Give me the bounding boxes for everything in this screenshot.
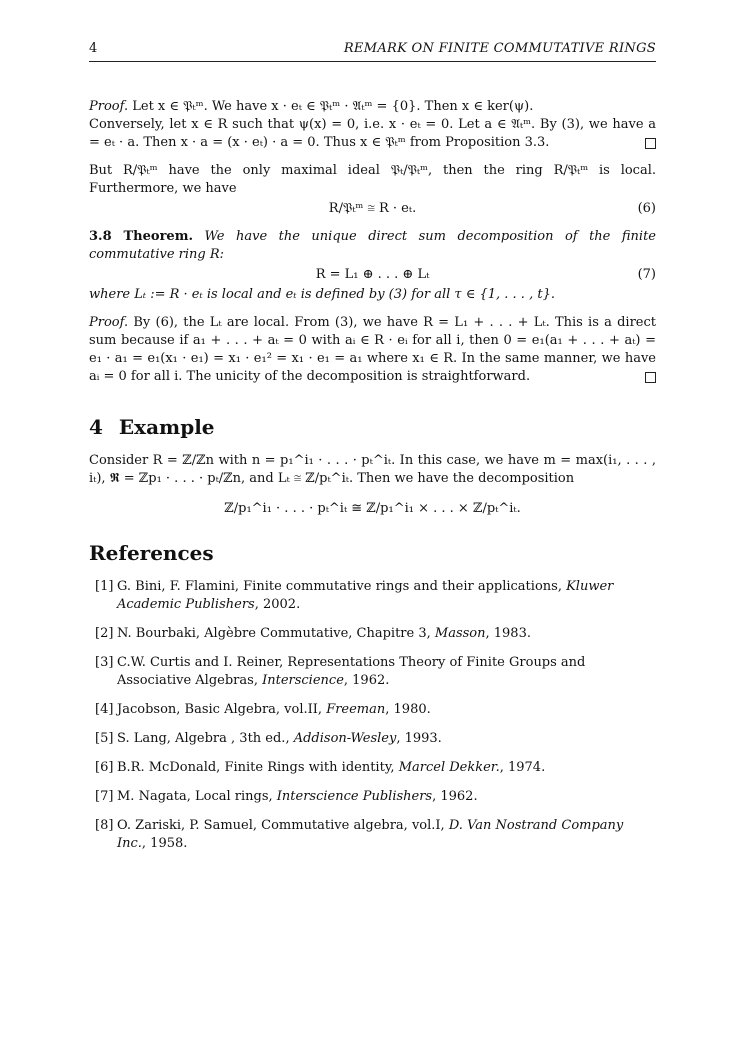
proof-block-2	[89, 314, 656, 386]
proof-label: Proof.	[89, 315, 129, 330]
reference-publisher: Addison-Wesley	[293, 731, 397, 746]
theorem-label: 3.8 Theorem.	[89, 229, 193, 244]
reference-list	[95, 578, 656, 853]
reference-item	[95, 701, 656, 719]
example-paragraph: Consider R = ℤ/ℤn with n = p₁^i₁ · . . . · pₜ^iₜ. In this case, we have m = max(i₁, . . . , iₜ), 𝕽 = ℤp₁ · . . . · pₜ/ℤn, and Lₜ ≅ ℤ/pₜ^iₜ. Then we have the decomposition	[89, 453, 656, 486]
reference-item	[95, 788, 656, 806]
reference-publisher: Marcel Dekker.	[398, 760, 500, 775]
local-paragraph: But R/𝔓ₜᵐ have the only maximal ideal 𝔓ₜ/𝔓ₜᵐ, then the ring R/𝔓ₜᵐ is local. Furthermore, we have	[89, 163, 656, 196]
theorem-text: We have the unique direct sum decomposition of the finite commutative ring R:	[89, 229, 656, 262]
equation-7-number: (7)	[637, 267, 656, 282]
reference-publisher: Interscience	[262, 673, 344, 688]
page	[89, 40, 656, 864]
reference-text: O. Zariski, P. Samuel, Commutative algebra, vol.I, D. Van Nostrand Company Inc., 1958.	[117, 818, 624, 851]
reference-item	[95, 759, 656, 777]
reference-item	[95, 730, 656, 748]
equation-6	[89, 200, 656, 218]
reference-publisher: D. Van Nostrand Company Inc.	[117, 818, 624, 851]
reference-item	[95, 817, 656, 853]
reference-text: S. Lang, Algebra , 3th ed., Addison-Wesley, 1993.	[117, 731, 442, 746]
proof-1-line-2	[89, 116, 656, 152]
reference-publisher: Freeman	[326, 702, 386, 717]
section-title: Example	[118, 415, 215, 439]
references-heading: References	[89, 541, 214, 565]
running-title: REMARK ON FINITE COMMUTATIVE RINGS	[343, 41, 656, 56]
theorem-statement	[89, 228, 656, 264]
reference-item	[95, 578, 656, 614]
equation-7	[89, 266, 656, 284]
proof-1-text-2: Conversely, let x ∈ R such that ψ(x) = 0, i.e. x · eₜ = 0. Let a ∈ 𝔄ₜᵐ. By (3), we have a = eₜ · a. Then x · a = (x · eₜ) · a = 0. Thus x ∈ 𝔓ₜᵐ from Proposition 3.3.	[89, 117, 656, 150]
equation-7-formula: R = L₁ ⊕ . . . ⊕ Lₜ	[315, 267, 430, 282]
example-formula	[89, 500, 656, 518]
reference-text: G. Bini, F. Flamini, Finite commutative rings and their applications, Kluwer Academic Publishers, 2002.	[117, 579, 614, 612]
reference-item	[95, 654, 656, 690]
page-number: 4	[89, 41, 98, 56]
reference-publisher: Kluwer Academic Publishers	[117, 579, 614, 612]
reference-key: [1]	[95, 579, 114, 594]
reference-item	[95, 625, 656, 643]
proof-label: Proof.	[89, 99, 129, 114]
reference-key: [6]	[95, 760, 114, 775]
theorem-block	[89, 228, 656, 304]
reference-key: [3]	[95, 655, 114, 670]
example-formula-text: ℤ/p₁^i₁ · . . . · pₜ^iₜ ≅ ℤ/p₁^i₁ × . . . × ℤ/pₜ^iₜ.	[224, 501, 521, 516]
theorem-tail: where Lₜ := R · eₜ is local and eₜ is defined by (3) for all τ ∈ {1, . . . , t}.	[89, 287, 555, 302]
proof-2-paragraph	[89, 314, 656, 386]
reference-key: [5]	[95, 731, 114, 746]
proof-1-line-1	[89, 98, 656, 116]
reference-key: [4]	[95, 702, 114, 717]
equation-6-number: (6)	[637, 201, 656, 216]
reference-text: M. Nagata, Local rings, Interscience Publishers, 1962.	[117, 789, 478, 804]
running-header	[89, 40, 656, 62]
qed-symbol	[645, 138, 656, 149]
qed-symbol	[645, 372, 656, 383]
proof-1-text-1: Let x ∈ 𝔓ₜᵐ. We have x · eₜ ∈ 𝔓ₜᵐ · 𝔄ₜᵐ = {0}. Then x ∈ ker(ψ).	[132, 99, 534, 114]
proof-2-text: By (6), the Lₜ are local. From (3), we have R = L₁ + . . . + Lₜ. This is a direct sum because if a₁ + . . . + aₜ = 0 with aᵢ ∈ R · eᵢ for all i, then 0 = e₁(a₁ + . . . + aₜ) = e₁ · a₁ = e₁(x₁ · e₁) = x₁ · e₁² = x₁ · e₁ = a₁ where x₁ ∈ R. In the same manner, we have aᵢ = 0 for all i. The unicity of the decomposition is straightforward.	[89, 315, 657, 384]
section-number: 4	[89, 415, 103, 439]
reference-publisher: Interscience Publishers	[276, 789, 433, 804]
proof-block-1	[89, 98, 656, 152]
reference-key: [8]	[95, 818, 114, 833]
reference-publisher: Masson	[434, 626, 486, 641]
equation-6-formula: R/𝔓ₜᵐ ≅ R · eₜ.	[328, 201, 417, 216]
reference-key: [2]	[95, 626, 114, 641]
reference-text: C.W. Curtis and I. Reiner, Representations Theory of Finite Groups and Associative Algebras, Interscience, 1962.	[117, 655, 586, 688]
reference-text: N. Bourbaki, Algèbre Commutative, Chapitre 3, Masson, 1983.	[117, 626, 531, 641]
reference-text: B.R. McDonald, Finite Rings with identity, Marcel Dekker., 1974.	[117, 760, 546, 775]
reference-key: [7]	[95, 789, 114, 804]
reference-text: Jacobson, Basic Algebra, vol.II, Freeman, 1980.	[117, 702, 431, 717]
section-4-heading	[89, 415, 656, 439]
